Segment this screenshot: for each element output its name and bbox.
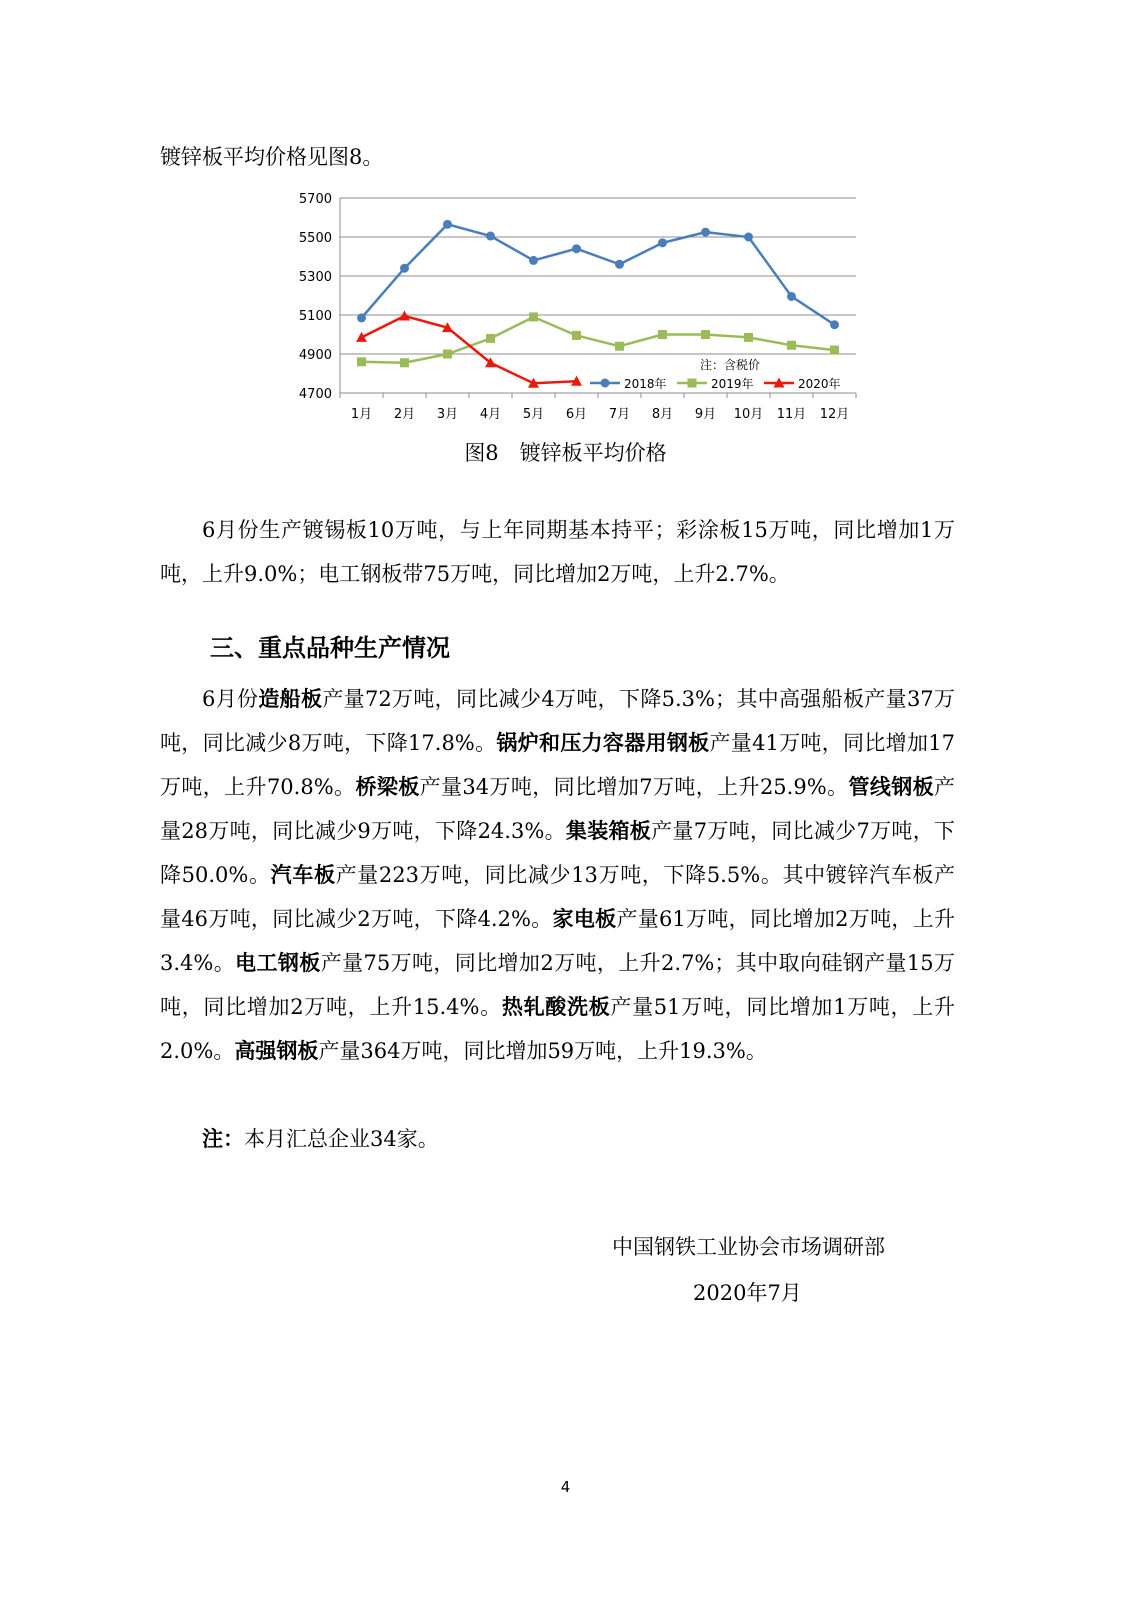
product-keyword: 汽车板 xyxy=(270,863,336,887)
y-tick-label: 5700 xyxy=(298,192,332,207)
data-point-2019年 xyxy=(658,330,667,339)
y-tick-label: 5500 xyxy=(298,231,332,246)
product-keyword: 高强钢板 xyxy=(234,1039,319,1063)
x-tick-label: 8月 xyxy=(651,407,674,422)
series-line-2018年 xyxy=(362,224,835,324)
series-line-2020年 xyxy=(362,316,577,383)
product-text: 产量72万吨，同比减少4万吨，下降5.3%；其中高强船板产量37万吨，同比减少8万吨，下降17.8%。 xyxy=(160,687,955,755)
product-keyword: 管线钢板 xyxy=(848,775,935,799)
product-keyword: 家电板 xyxy=(552,907,617,931)
price-line-chart xyxy=(270,183,890,433)
x-tick-label: 6月 xyxy=(565,407,588,422)
product-text: 产量34万吨，同比增加7万吨，上升25.9%。 xyxy=(419,775,849,799)
note-text: 本月汇总企业34家。 xyxy=(244,1127,439,1151)
data-point-2019年 xyxy=(572,331,581,340)
data-point-2018年 xyxy=(658,238,667,247)
data-point-2019年 xyxy=(486,334,495,343)
product-keyword: 热轧酸洗板 xyxy=(501,995,611,1019)
y-tick-label: 4900 xyxy=(298,348,332,363)
chart-note: 注：含税价 xyxy=(700,358,761,372)
product-text: 产量7万吨，同比减少7万吨，下降50.0%。 xyxy=(160,819,956,887)
paragraph-key-products xyxy=(160,677,955,1073)
x-tick-label: 12月 xyxy=(819,407,850,422)
signature-organization: 中国钢铁工业协会市场调研部 xyxy=(612,1235,885,1259)
product-text: 产量364万吨，同比增加59万吨，上升19.3%。 xyxy=(318,1039,767,1063)
data-point-2019年 xyxy=(400,358,409,367)
legend-marker xyxy=(688,379,697,388)
signature-date: 2020年7月 xyxy=(693,1281,802,1305)
data-point-2019年 xyxy=(701,330,710,339)
data-point-2018年 xyxy=(615,260,624,269)
paragraph-tinplate: 6月份生产镀锡板10万吨，与上年同期基本持平；彩涂板15万吨，同比增加1万吨，上升9.0%；电工钢板带75万吨，同比增加2万吨，上升2.7%。 xyxy=(160,518,955,586)
legend-label: 2019年 xyxy=(711,377,754,391)
x-tick-label: 3月 xyxy=(436,407,459,422)
legend-label: 2020年 xyxy=(798,377,841,391)
data-point-2018年 xyxy=(357,313,366,322)
product-keyword: 锅炉和压力容器用钢板 xyxy=(496,731,710,755)
product-text: 产量51万吨，同比增加1万吨，上升2.0%。 xyxy=(160,995,955,1063)
data-point-2018年 xyxy=(830,320,839,329)
product-text: 产量61万吨，同比增加2万吨，上升3.4%。 xyxy=(160,907,956,975)
x-tick-label: 5月 xyxy=(522,407,545,422)
data-point-2020年 xyxy=(356,332,367,342)
y-tick-label: 5300 xyxy=(298,270,332,285)
data-point-2018年 xyxy=(572,244,581,253)
figure-caption: 图8 镀锌板平均价格 xyxy=(464,441,667,465)
data-point-2018年 xyxy=(443,220,452,229)
legend-label: 2018年 xyxy=(624,377,667,391)
product-text: 6月份 xyxy=(202,687,259,711)
data-point-2019年 xyxy=(529,312,538,321)
x-tick-label: 1月 xyxy=(350,407,373,422)
data-point-2018年 xyxy=(744,233,753,242)
data-point-2018年 xyxy=(486,232,495,241)
x-tick-label: 10月 xyxy=(733,407,764,422)
data-point-2018年 xyxy=(787,292,796,301)
product-keyword: 集装箱板 xyxy=(565,819,652,843)
note-label: 注： xyxy=(202,1127,244,1151)
legend-marker xyxy=(601,379,610,388)
product-keyword: 造船板 xyxy=(258,687,323,711)
data-point-2019年 xyxy=(830,346,839,355)
page-number: 4 xyxy=(560,1478,571,1496)
data-point-2019年 xyxy=(787,341,796,350)
y-tick-label: 4700 xyxy=(298,387,332,402)
data-point-2019年 xyxy=(443,350,452,359)
data-point-2019年 xyxy=(744,333,753,342)
data-point-2018年 xyxy=(529,256,538,265)
product-keyword: 电工钢板 xyxy=(235,951,321,975)
x-tick-label: 2月 xyxy=(393,407,416,422)
data-point-2018年 xyxy=(400,264,409,273)
data-point-2019年 xyxy=(615,342,624,351)
product-text: 产量75万吨，同比增加2万吨，上升2.7%；其中取向硅钢产量15万吨，同比增加2万吨，上升15.4%。 xyxy=(160,951,955,1019)
x-tick-label: 7月 xyxy=(608,407,631,422)
product-text: 产量41万吨，同比增加17万吨，上升70.8%。 xyxy=(160,731,955,799)
section-heading: 三、重点品种生产情况 xyxy=(210,634,450,662)
y-tick-label: 5100 xyxy=(298,309,332,324)
data-point-2019年 xyxy=(357,357,366,366)
data-point-2018年 xyxy=(701,228,710,237)
x-tick-label: 11月 xyxy=(776,407,807,422)
intro-line: 镀锌板平均价格见图8。 xyxy=(160,145,384,169)
x-tick-label: 9月 xyxy=(694,407,717,422)
product-text: 产量223万吨，同比减少13万吨，下降5.5%。其中镀锌汽车板产量46万吨，同比减少2万吨，下降4.2%。 xyxy=(160,863,956,931)
product-text: 产量28万吨，同比减少9万吨，下降24.3%。 xyxy=(160,775,956,843)
note-paragraph xyxy=(160,1117,955,1161)
x-tick-label: 4月 xyxy=(479,407,502,422)
product-keyword: 桥梁板 xyxy=(355,775,420,799)
